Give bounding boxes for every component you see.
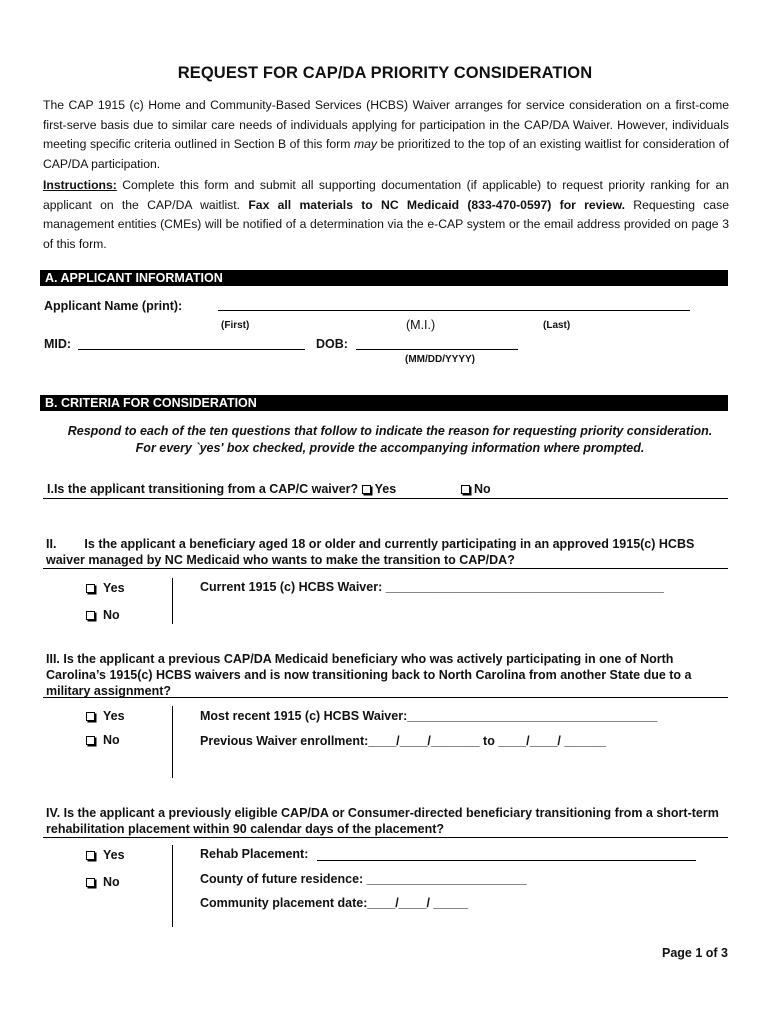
page-title: REQUEST FOR CAP/DA PRIORITY CONSIDERATION [177,64,593,82]
last-name-label: (Last) [543,320,571,331]
mid-label: MID: [44,337,72,351]
q4-yes-checkbox[interactable] [86,851,95,860]
dob-field[interactable] [356,349,518,350]
vertical-divider [172,706,173,778]
section-b-note: Respond to each of the ten questions that follow to indicate the reason for requesting priority consideration. For every `yes' box checked, provide the accompanying information where prompted. [67,424,713,455]
rehab-placement-field[interactable] [317,860,696,861]
q2-yes-label: Yes [103,581,125,595]
divider [43,697,728,698]
intro-paragraph: The CAP 1915 (c) Home and Community-Based Services (HCBS) Waiver arranges for service consideration on a first-come first-serve basis due to similar care needs of individuals applying for participation in the CAP/DA Waiver. However, individuals meeting specific criteria outlined in Section B of this form may be prioritized to the top of an existing waitlist for consideration of CAP/DA participation. [43,98,729,171]
current-waiver-field[interactable]: Current 1915 (c) HCBS Waiver: ________________________________________ [200,580,664,594]
previous-enrollment-field[interactable]: Previous Waiver enrollment:____/____/_______ to ____/____/ ______ [200,734,607,748]
q2-yes-checkbox[interactable] [86,584,95,593]
question-2-text: II. Is the applicant a beneficiary aged 18 or older and currently participating in an approved 1915(c) HCBS waiver managed by NC Medicaid who wants to make the transition to CAP/DA? [46,537,695,567]
q1-yes-label: Yes [374,482,397,496]
q2-yes-option [86,581,125,595]
dob-format-label: (MM/DD/YYYY) [405,354,475,365]
page-number: Page 1 of 3 [662,946,728,960]
instructions-paragraph: Instructions: Complete this form and submit all supporting documentation (if applicable) to request priority ranking for an applicant on the CAP/DA waitlist. Fax all materials to NC Medicaid (833-470-0597) for review. Requesting case management entities (CMEs) will be notified of a determination via the e-CAP system or the email address provided on page 3 of this form. [43,178,729,251]
q1-yes-checkbox[interactable] [362,485,371,494]
rehab-placement-label: Rehab Placement: [200,847,309,861]
divider [43,837,728,838]
q1-no-option [461,482,491,496]
q4-no-checkbox[interactable] [86,878,95,887]
question-1-text: I.Is the applicant transitioning from a CAP/C waiver? Yes [47,482,397,496]
q1-no-label: No [474,482,491,496]
instructions-label: Instructions: [43,178,117,192]
q2-no-option [86,608,120,622]
mid-field[interactable] [78,349,305,350]
county-residence-field[interactable]: County of future residence: _______________________ [200,872,527,886]
divider [43,568,728,569]
q4-no-option [86,875,120,889]
first-name-label: (First) [221,320,250,331]
question-3-text: III. Is the applicant a previous CAP/DA Medicaid beneficiary who was actively participating in one of North Carolina’s 1915(c) HCBS waivers and is now transitioning back to North Carolina from another State due to a military assignment? [46,652,692,698]
q4-yes-option [86,848,125,862]
section-a-header: A. APPLICANT INFORMATION [40,270,728,286]
q3-yes-checkbox[interactable] [86,712,95,721]
q3-yes-option [86,709,125,723]
vertical-divider [172,578,173,624]
community-placement-date-field[interactable]: Community placement date:____/____/ _____ [200,896,469,910]
recent-waiver-field[interactable]: Most recent 1915 (c) HCBS Waiver:____________________________________ [200,709,658,723]
q3-no-checkbox[interactable] [86,736,95,745]
q3-no-option [86,733,120,747]
question-4-text: IV. Is the applicant a previously eligible CAP/DA or Consumer-directed beneficiary transitioning from a short-term rehabilitation placement within 90 calendar days of the placement? [46,806,719,836]
dob-label: DOB: [316,337,348,351]
q2-no-label: No [103,608,120,622]
section-b-header: B. CRITERIA FOR CONSIDERATION [40,395,728,411]
applicant-name-label: Applicant Name (print): [44,299,183,313]
divider [43,498,728,499]
applicant-name-field[interactable] [218,310,690,311]
q2-no-checkbox[interactable] [86,611,95,620]
q3-no-label: No [103,733,120,747]
q4-yes-label: Yes [103,848,125,862]
q4-no-label: No [103,875,120,889]
middle-initial-label: (M.I.) [406,318,436,332]
q1-no-checkbox[interactable] [461,485,470,494]
vertical-divider [172,845,173,927]
q3-yes-label: Yes [103,709,125,723]
